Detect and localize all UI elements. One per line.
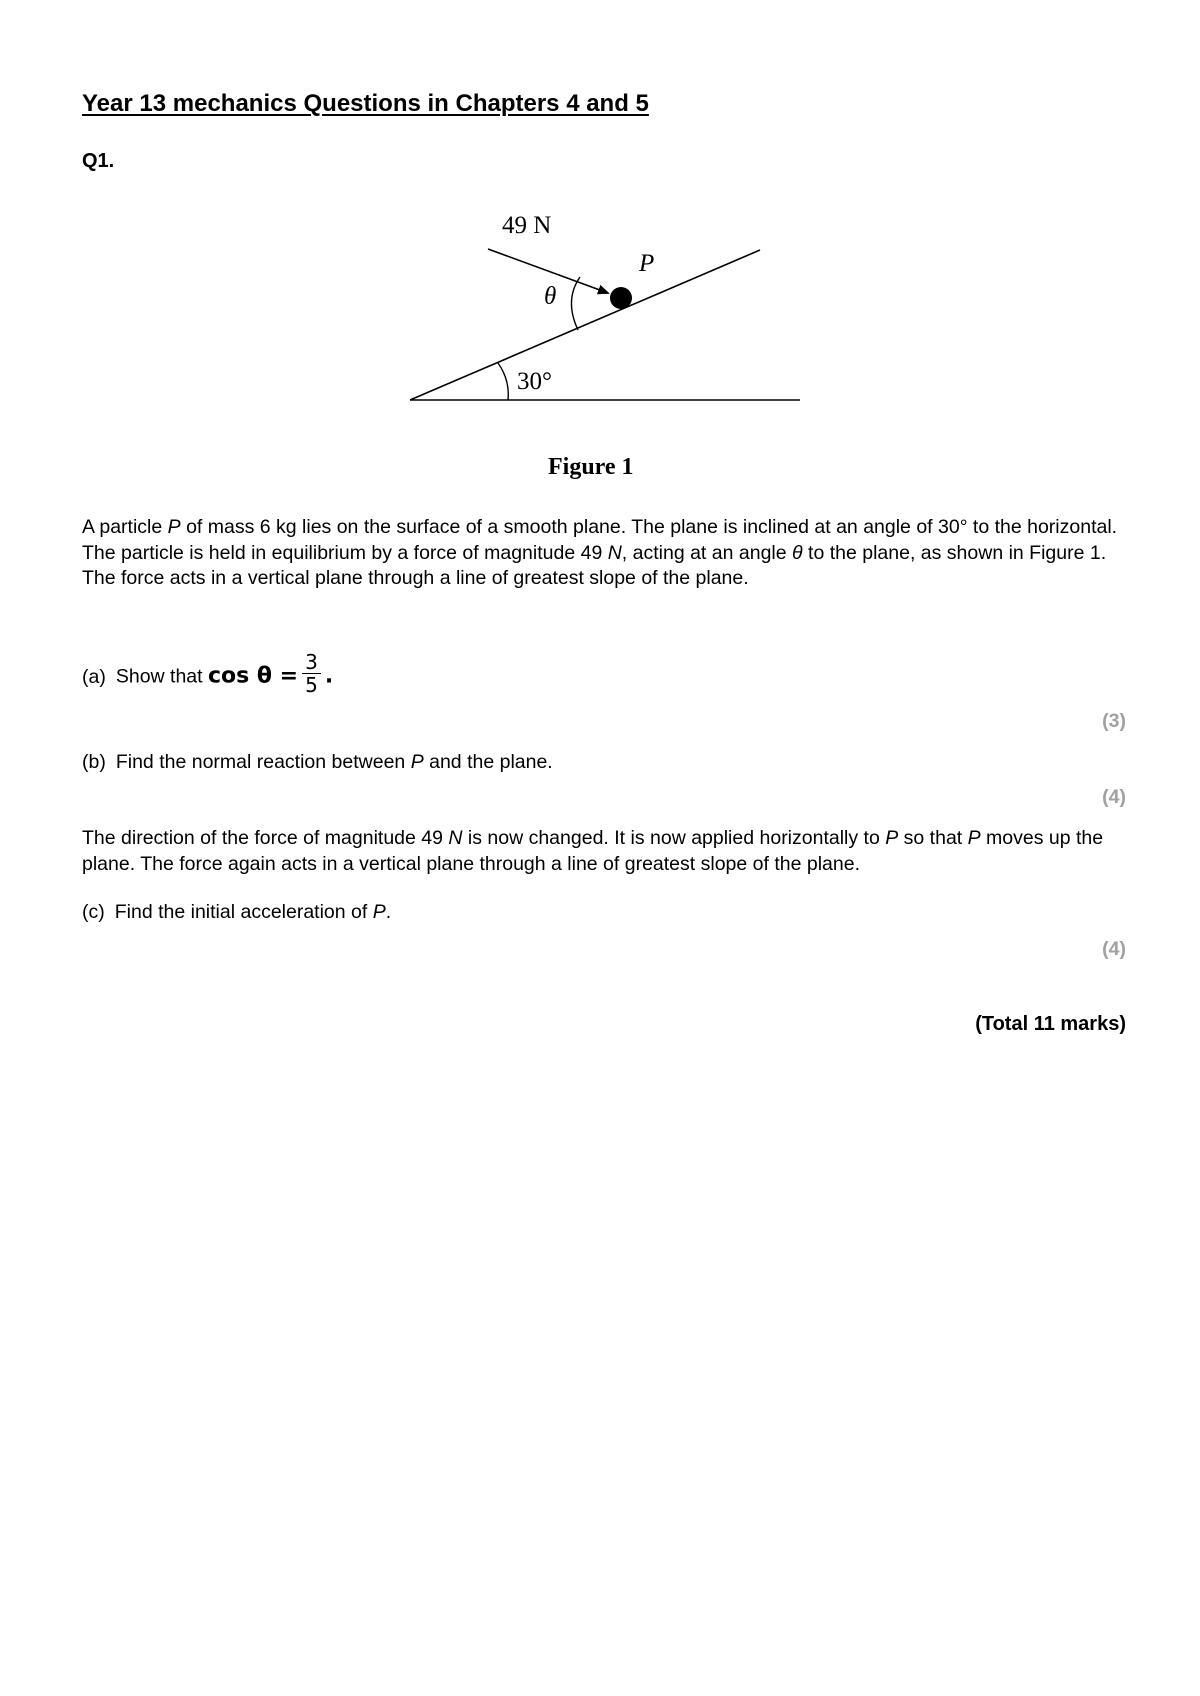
figure-caption: Figure 1 [548,454,634,480]
theta-label: θ [544,283,557,310]
fraction: $\frac{3}{5}$ [302,651,321,696]
angle-arc [498,363,508,400]
part-b: (b) Find the normal reaction between P and the plane. [82,751,553,773]
part-c-marks: (4) [1102,938,1126,960]
part-a-label: (a) [82,665,106,688]
question-intro: A particle P of mass 6 kg lies on the surface of a smooth plane. The plane is inclined at an angle of 30° to the horizontal. The particle is held in equilibrium by a force of magnitude 49 N, acting at an angle θ to the plane, as shown in Figure 1. The force acts in a vertical plane through a line of greatest slope of the plane. [82,516,1118,589]
incline-line [410,250,760,400]
page-title: Year 13 mechanics Questions in Chapters 4 and 5 [82,90,649,117]
theta-arc [571,277,580,330]
part-b-marks: (4) [1102,786,1126,808]
part-a-marks: (3) [1102,710,1126,732]
particle-p [610,287,632,309]
part-a: (a) Show that cos θ = $\frac{3}{5}$ . [82,650,334,697]
part-c-label: (c) [82,901,105,923]
question-number: Q1. [82,150,115,172]
incline-angle-label: 30° [517,368,552,395]
part-c: (c) Find the initial acceleration of P. [82,901,392,923]
particle-label: P [639,250,655,277]
inclined-plane-figure [380,195,820,435]
total-marks: (Total 11 marks) [975,1013,1126,1035]
cos-expression: cos θ = [207,663,299,689]
force-label: 49 N [502,212,552,239]
question-continuation: The direction of the force of magnitude 49 N is now changed. It is now applied horizontally to P so that P moves up the plane. The force again acts in a vertical plane through a line of greatest slope of the plane. [82,827,1104,875]
part-b-label: (b) [82,751,106,773]
